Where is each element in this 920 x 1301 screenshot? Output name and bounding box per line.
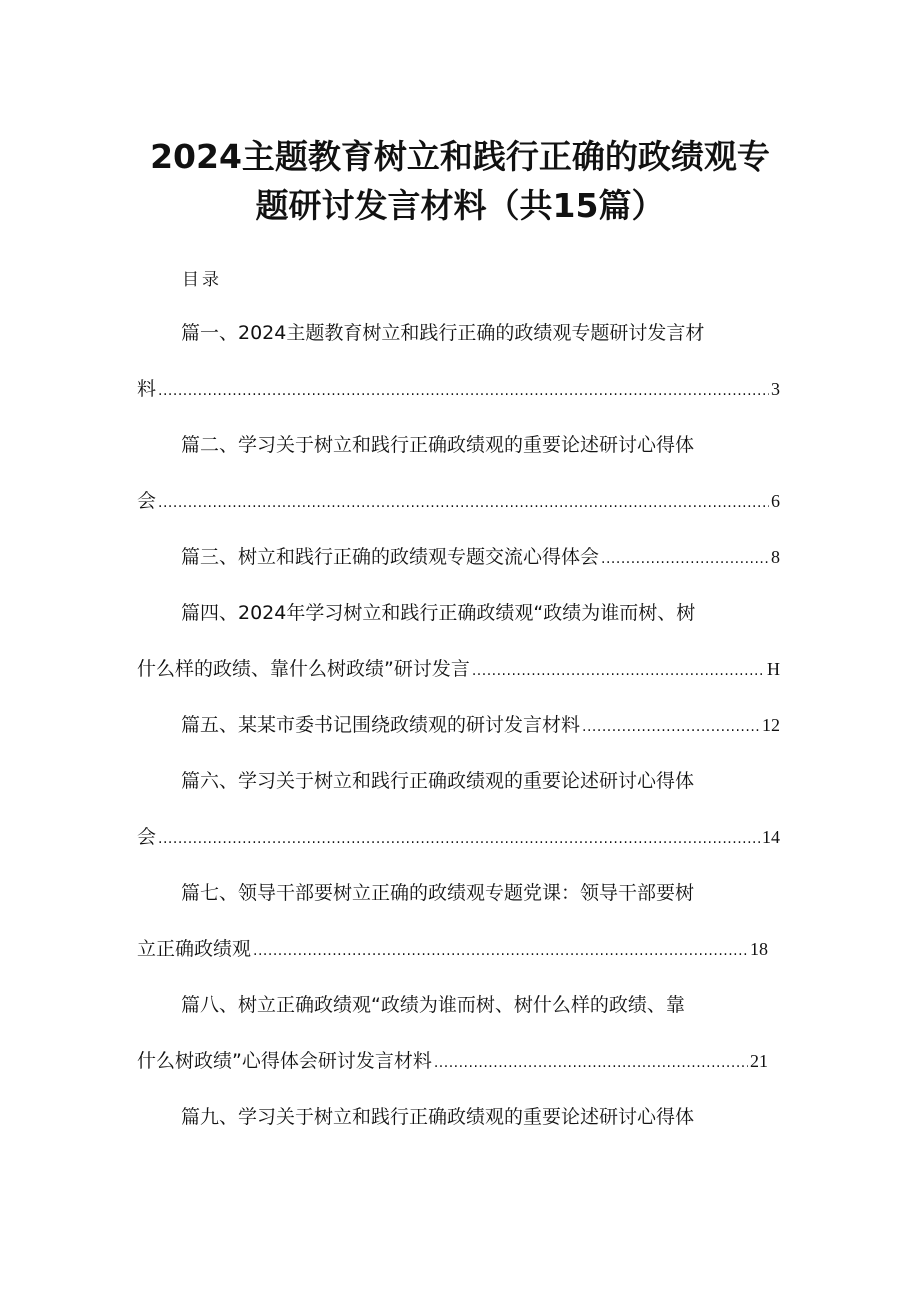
toc-leader-dots — [472, 658, 765, 684]
toc-entry-3[interactable] — [181, 544, 780, 570]
toc-entry-8-line-2[interactable] — [137, 1048, 768, 1074]
toc-leader-dots — [158, 826, 760, 852]
toc-page-number: 12 — [762, 715, 780, 735]
toc-entry-6-line-1: 篇六、学习关于树立和践行正确政绩观的重要论述研讨心得体 — [181, 770, 695, 792]
toc-leader-dots — [158, 490, 769, 516]
toc-leader-dots — [158, 378, 769, 404]
toc-page-number: 8 — [771, 547, 780, 567]
toc-entry-5[interactable] — [181, 712, 780, 738]
toc-entry-4-line-1: 篇四、2024年学习树立和践行正确政绩观“政绩为谁而树、树 — [181, 602, 696, 624]
toc-entry-7-line-2[interactable] — [137, 936, 768, 962]
toc-entry-text: 立正确政绩观 — [137, 938, 252, 960]
toc-entry-8-line-1: 篇八、树立正确政绩观“政绩为谁而树、树什么样的政绩、靠 — [181, 994, 685, 1016]
toc-heading: 目录 — [182, 270, 222, 290]
toc-page-number: 3 — [771, 379, 780, 399]
document-title-line-1: 2024主题教育树立和践行正确的政绩观专 — [150, 137, 770, 176]
toc-page-number: 6 — [771, 491, 780, 511]
document-title-line-2: 题研讨发言材料（共15篇） — [255, 186, 665, 225]
toc-leader-dots — [253, 938, 748, 964]
toc-leader-dots — [582, 714, 760, 740]
toc-entry-1-line-2[interactable] — [137, 376, 780, 402]
toc-entry-text: 什么样的政绩、靠什么树政绩”研讨发言 — [137, 658, 470, 680]
toc-entry-4-line-2[interactable] — [137, 656, 780, 682]
toc-entry-7-line-1: 篇七、领导干部要树立正确的政绩观专题党课：领导干部要树 — [181, 882, 695, 904]
toc-entry-2-line-1: 篇二、学习关于树立和践行正确政绩观的重要论述研讨心得体 — [181, 434, 695, 456]
toc-page-number: 21 — [750, 1051, 768, 1071]
toc-entry-text: 料 — [137, 378, 157, 400]
toc-entry-9-line-1: 篇九、学习关于树立和践行正确政绩观的重要论述研讨心得体 — [181, 1106, 695, 1128]
toc-entry-text: 会 — [137, 490, 157, 512]
toc-page-number: H — [767, 659, 780, 679]
toc-entry-1-line-1: 篇一、2024主题教育树立和践行正确的政绩观专题研讨发言材 — [181, 322, 705, 344]
toc-entry-text: 什么树政绩”心得体会研讨发言材料 — [137, 1050, 432, 1072]
toc-leader-dots — [434, 1050, 748, 1076]
toc-leader-dots — [601, 546, 769, 572]
toc-entry-text: 会 — [137, 826, 157, 848]
toc-page-number: 14 — [762, 827, 780, 847]
toc-entry-6-line-2[interactable] — [137, 824, 780, 850]
toc-page-number: 18 — [750, 939, 768, 959]
toc-entry-text: 篇五、某某市委书记围绕政绩观的研讨发言材料 — [181, 714, 581, 736]
toc-entry-text: 篇三、树立和践行正确的政绩观专题交流心得体会 — [181, 546, 600, 568]
toc-entry-2-line-2[interactable] — [137, 488, 780, 514]
